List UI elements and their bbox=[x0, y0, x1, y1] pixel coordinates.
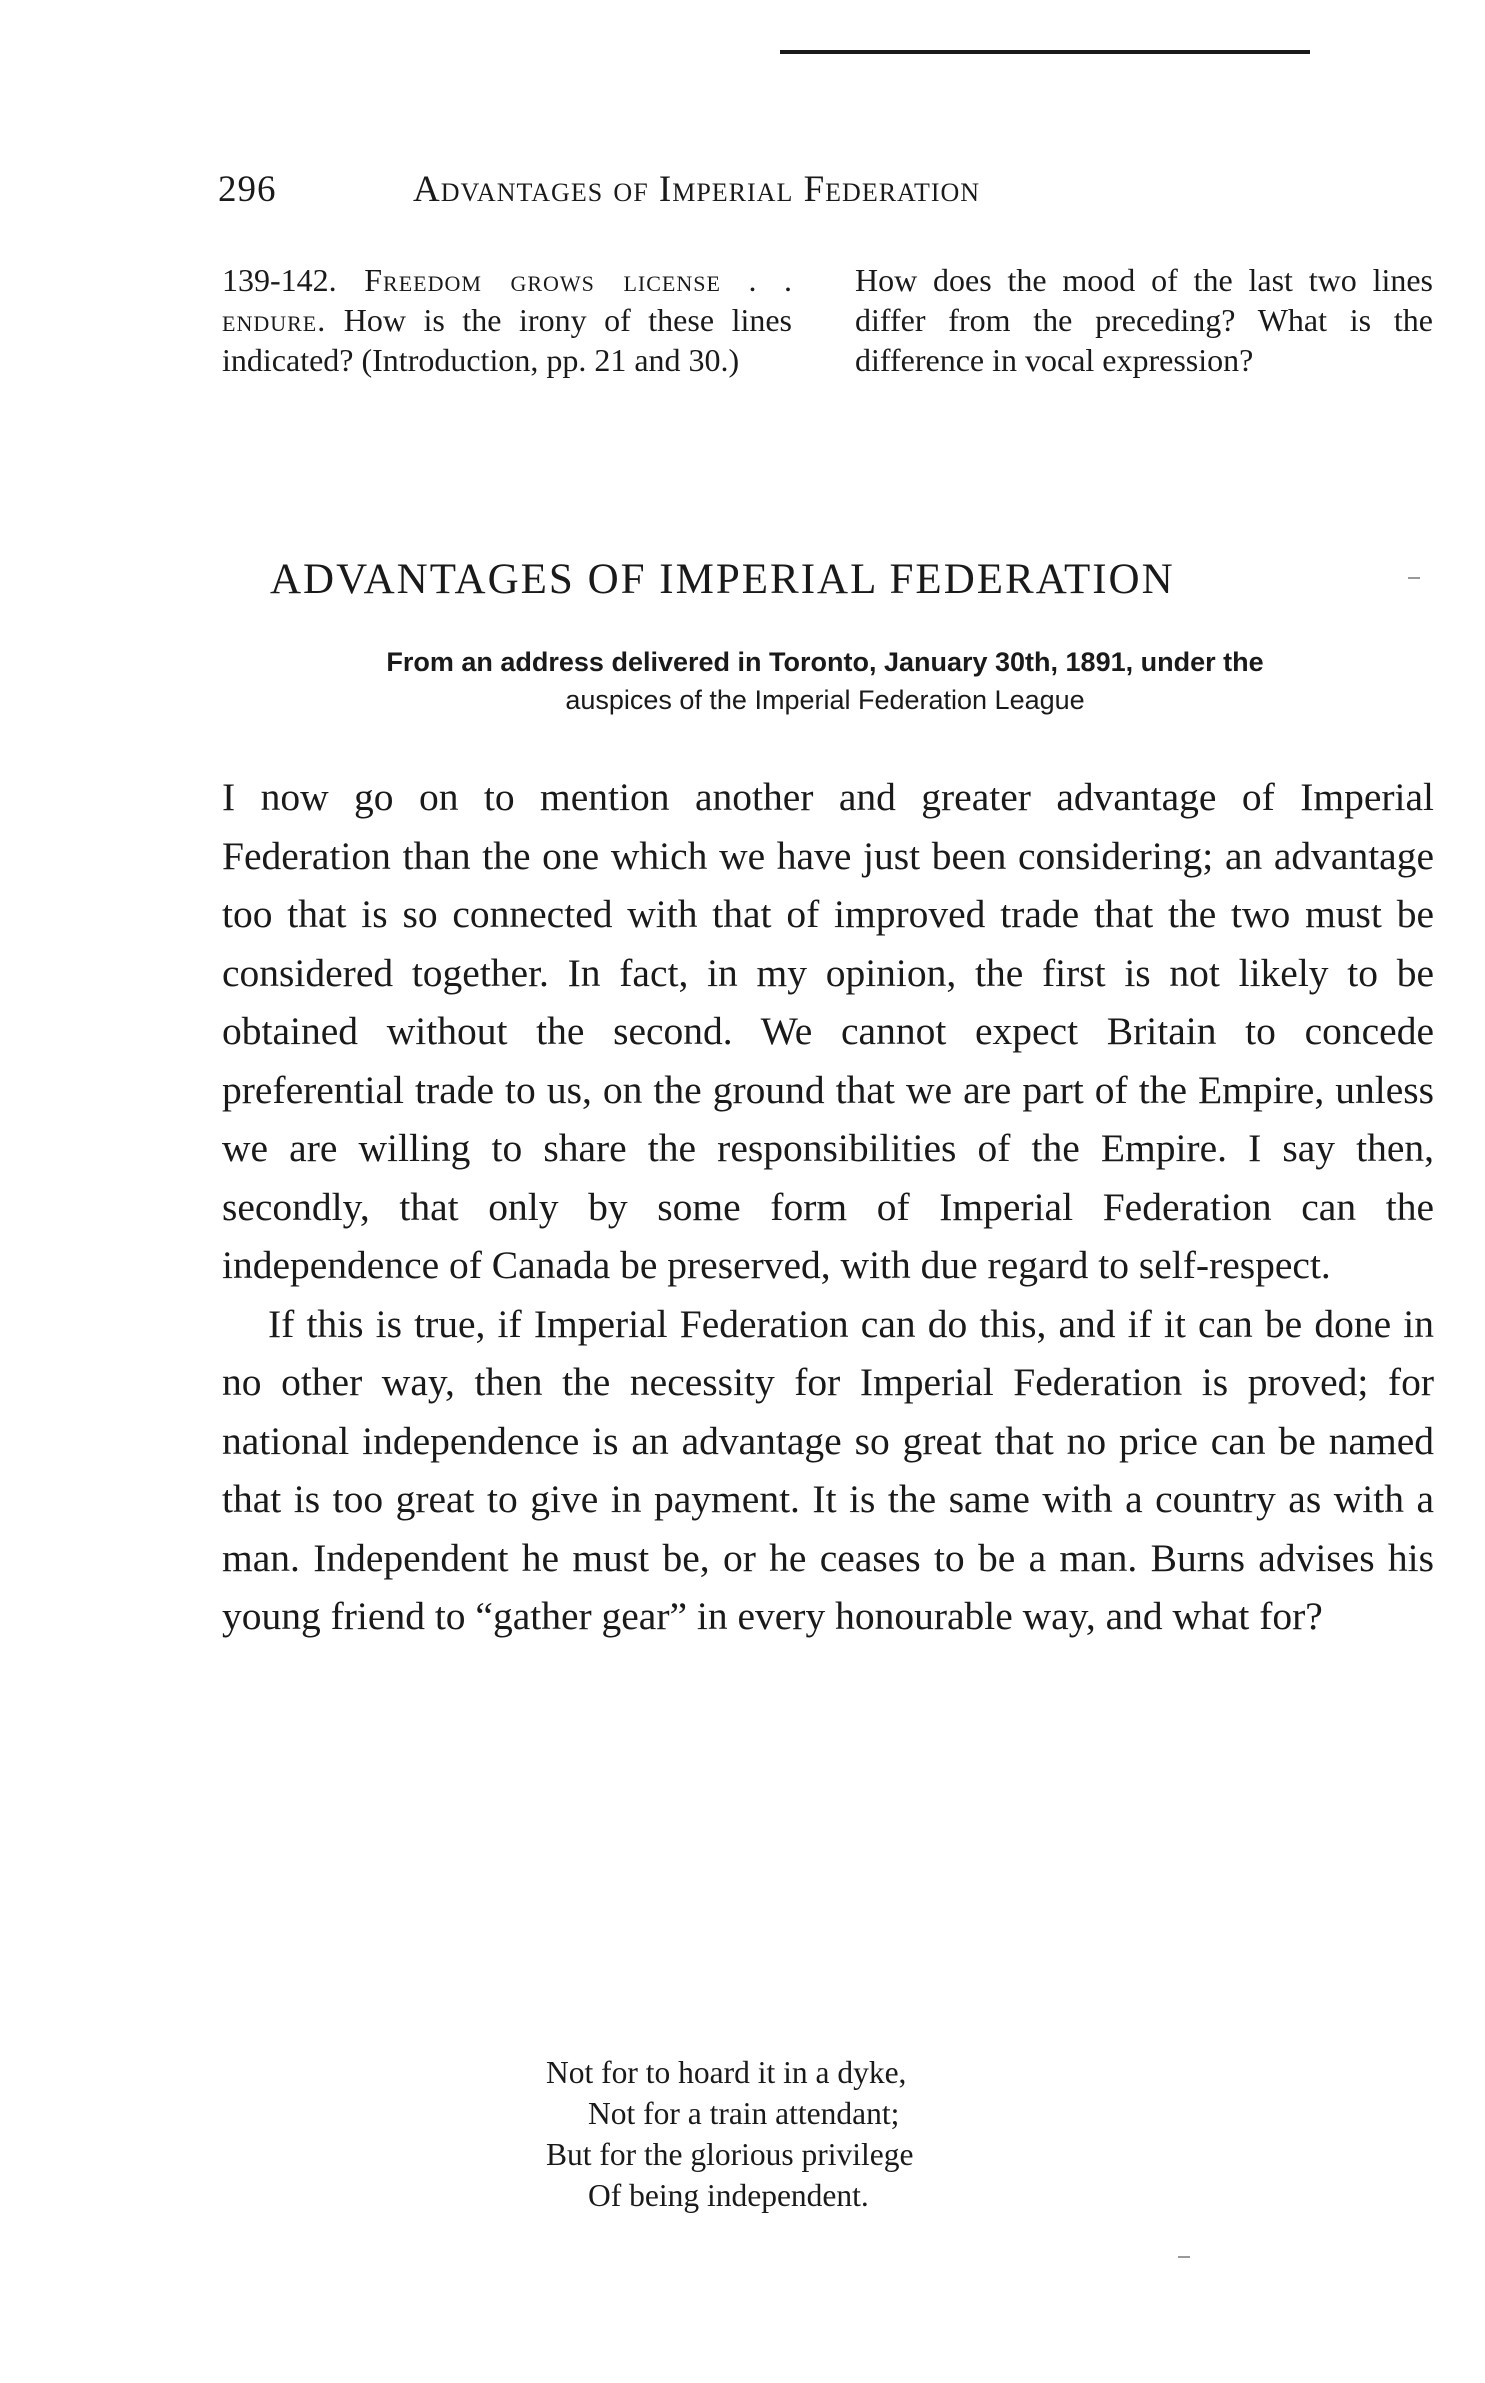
source-line-1: From an address delivered in Toronto, January 30th, 1891, under the bbox=[386, 647, 1264, 677]
note-left bbox=[222, 260, 792, 380]
margin-mark bbox=[1408, 577, 1420, 579]
source-line-2: auspices of the Imperial Federation League bbox=[565, 685, 1085, 715]
note-reference: 139-142. bbox=[222, 262, 337, 298]
running-head-title: Advantages of Imperial Federation bbox=[413, 169, 981, 210]
verse-quotation bbox=[546, 2052, 1146, 2216]
running-head bbox=[218, 168, 1348, 218]
note-question: How is the irony of these lines indicated? (Introduction, pp. 21 and 30.) bbox=[222, 302, 793, 378]
verse-line-1: Not for to hoard it in a dyke, bbox=[546, 2055, 907, 2090]
margin-mark-bottom bbox=[1178, 2256, 1190, 2258]
body-text bbox=[222, 768, 1434, 1646]
note-ellipsis: . . bbox=[748, 262, 793, 298]
selection-title: ADVANTAGES OF IMPERIAL FEDERATION bbox=[270, 556, 1175, 603]
top-rule bbox=[780, 50, 1310, 54]
paragraph-1: I now go on to mention another and greater advantage of Imperial Federation than the one which we have just been considering; an advantage too that is so connected with that of improved trade that the two must be considered together. In fact, in my opinion, the first is not likely to be obtained without the second. We cannot expect Britain to concede preferential trade to us, on the ground that we are part of the Empire, unless we are willing to share the responsibilities of the Empire. I say then, secondly, that only by some form of Imperial Federation can the independence of Canada be preserved, with due regard to self-respect. bbox=[222, 775, 1434, 1287]
note-question-right: How does the mood of the last two lines differ from the preceding? What is the difference in vocal expression? bbox=[855, 262, 1433, 378]
verse-line-2: Not for a train attendant; bbox=[588, 2096, 900, 2131]
note-right bbox=[855, 260, 1433, 380]
paragraph-2: If this is true, if Imperial Federation can do this, and if it can be done in no other way, then the necessity for Imperial Federation is proved; for national independence is an advantage so great that no price can be named that is too great to give in payment. It is the same with a country as with a man. Independent he must be, or he ceases to be a man. Burns advises his young friend to “gather gear” in every honourable way, and what for? bbox=[222, 1301, 1434, 1638]
note-quoted-phrase-1: Freedom grows license bbox=[364, 262, 721, 298]
note-quoted-phrase-2: endure. bbox=[222, 302, 327, 338]
page-number: 296 bbox=[218, 169, 277, 210]
verse-line-3: But for the glorious privilege bbox=[546, 2137, 914, 2172]
verse-line-4: Of being independent. bbox=[588, 2178, 869, 2213]
source-note bbox=[280, 643, 1370, 719]
